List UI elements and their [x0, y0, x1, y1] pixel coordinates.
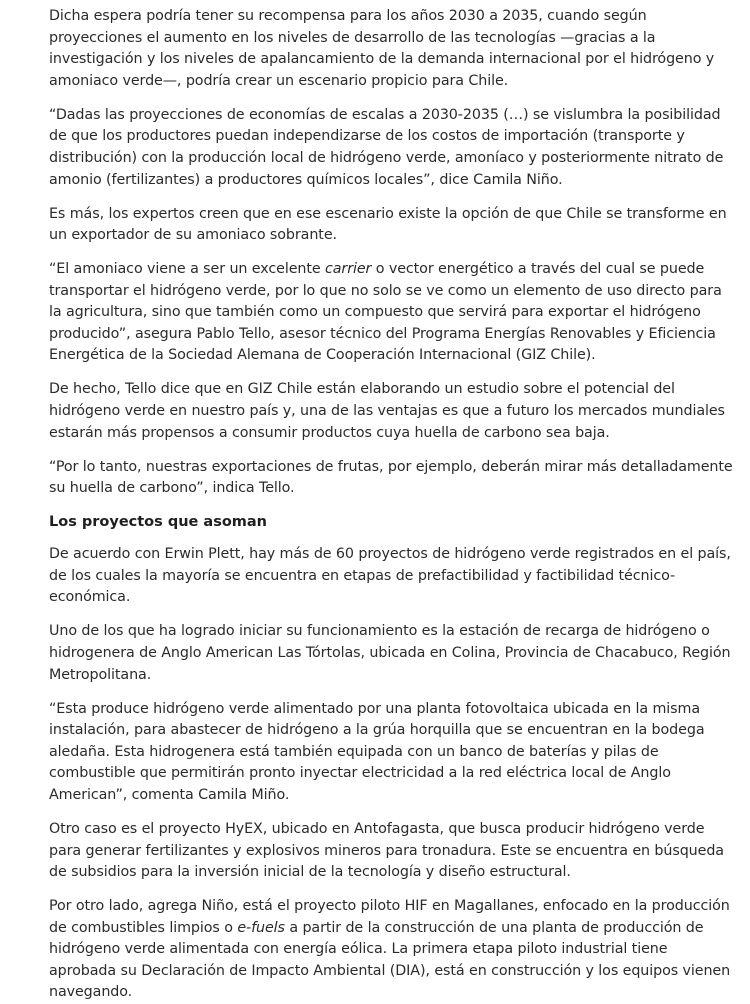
paragraph-2: “Dadas las proyecciones de economías de escalas a 2030-2035 (…) se vislumbra la posibilidad de que los productores puedan independizarse de los costos de importación (transporte y distribución) con la producción local de hidrógeno verde, amoníaco y posteriormente nitrato de amonio (fertilizantes) a productores químicos locales”, dice Camila Niño.	[49, 106, 724, 188]
paragraph-11	[49, 896, 736, 1004]
paragraph-3: Es más, los expertos creen que en ese escenario existe la opción de que Chile se transforme en un exportador de su amoniaco sobrante.	[49, 205, 727, 244]
paragraph-4-emphasis: carrier	[325, 261, 372, 278]
paragraph-4	[49, 259, 736, 367]
paragraph-6: “Por lo tanto, nuestras exportaciones de frutas, por ejemplo, deberán mirar más detalladamente su huella de carbono”, indica Tello.	[49, 458, 733, 497]
paragraph-4-text-end: o vector energético a través del cual se puede transportar el hidrógeno verde, por lo que no solo se ve como un elemento de uso directo para la agricultura, sino que también como un compuesto que servirá para exportar el hidrógeno producido”, asegura Pablo Tello, asesor técnico del Programa Energías Renovables y Eficiencia Energética de la Sociedad Alemana de Cooperación Internacional (GIZ Chile).	[49, 261, 722, 364]
paragraph-8: Uno de los que ha logrado iniciar su funcionamiento es la estación de recarga de hidrógeno o hidrogenera de Anglo American Las Tórtolas, ubicada en Colina, Provincia de Chacabuco, Región Metropolitana.	[49, 623, 731, 683]
paragraph-11-text-start: Por otro lado, agrega Niño, está el proyecto piloto HIF en Magallanes, enfocado en la producción de combustibles limpios o	[49, 898, 730, 936]
paragraph-11-emphasis: e-fuels	[237, 919, 285, 936]
paragraph-11-text-end: a partir de la construcción de una planta de producción de hidrógeno verde alimentada con energía eólica. La primera etapa piloto industrial tiene aprobada su Declaración de Impacto Ambiental (DIA), está en construcción y los equipos vienen navegando.	[49, 919, 731, 1001]
section-heading: Los proyectos que asoman	[49, 514, 268, 531]
paragraph-1: Dicha espera podría tener su recompensa para los años 2030 a 2035, cuando según proyecciones el aumento en los niveles de desarrollo de las tecnologías —gracias a la investigación y los niveles de apalancamiento de la demanda internacional por el hidrógeno y amoniaco verde—, podría crear un escenario propicio para Chile.	[49, 8, 715, 89]
paragraph-10: Otro caso es el proyecto HyEX, ubicado en Antofagasta, que busca producir hidrógeno verde para generar fertilizantes y explosivos mineros para tronadura. Este se encuentra en búsqueda de subsidios para la inversión inicial de la tecnología y diseño estructural.	[49, 820, 724, 881]
paragraph-9: “Esta produce hidrógeno verde alimentado por una planta fotovoltaica ubicada en la misma instalación, para abastecer de hidrógeno a la grúa horquilla que se encuentran en la bodega aledaña. Esta hidrogenera está también equipada con un banco de baterías y pilas de combustible que permitirán pronto inyectar electricidad a la red eléctrica local de Anglo American”, comenta Camila Miño.	[49, 700, 705, 803]
paragraph-5: De hecho, Tello dice que en GIZ Chile están elaborando un estudio sobre el potencial del hidrógeno verde en nuestro país y, una de las ventajas es que a futuro los mercados mundiales estarán más propensos a consumir productos cuya huella de carbono sea baja.	[49, 381, 725, 441]
paragraph-7: De acuerdo con Erwin Plett, hay más de 60 proyectos de hidrógeno verde registrados en el país, de los cuales la mayoría se encuentra en etapas de prefactibilidad y factibilidad técnico-económica.	[49, 546, 731, 606]
paragraph-4-text-start: “El amoniaco viene a ser un excelente	[49, 261, 325, 278]
